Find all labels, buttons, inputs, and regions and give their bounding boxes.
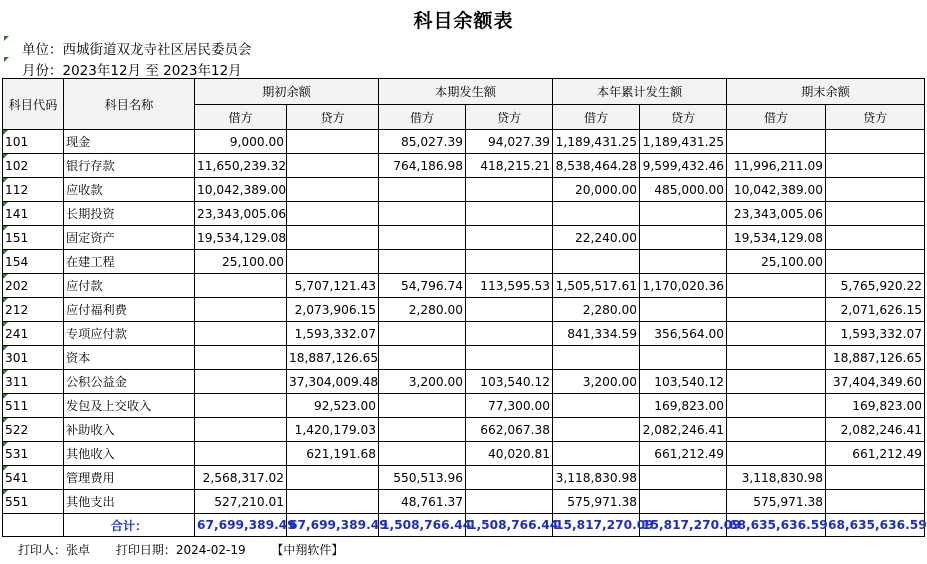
cell-ytd-debit: 3,118,830.98 — [553, 466, 640, 490]
cell-name: 补助收入 — [64, 418, 195, 442]
total-opening-credit: 67,699,389.49 — [287, 514, 379, 537]
table-row — [3, 250, 925, 274]
cell-opening-credit — [287, 466, 379, 490]
header-debit: 借方 — [727, 105, 826, 130]
header-credit: 贷方 — [287, 105, 379, 130]
header-debit: 借方 — [195, 105, 287, 130]
cell-period-credit: 77,300.00 — [466, 394, 553, 418]
cell-ytd-credit — [640, 490, 727, 514]
marker-icon — [4, 57, 9, 62]
cell-ending-debit: 10,042,389.00 — [727, 178, 826, 202]
cell-opening-debit: 19,534,129.08 — [195, 226, 287, 250]
header-credit: 贷方 — [826, 105, 925, 130]
cell-ending-credit — [826, 226, 925, 250]
total-ending-credit: 68,635,636.59 — [826, 514, 925, 537]
cell-opening-credit — [287, 490, 379, 514]
table-row — [3, 226, 925, 250]
table-row — [3, 442, 925, 466]
total-row — [3, 514, 925, 537]
cell-ending-credit: 5,765,920.22 — [826, 274, 925, 298]
cell-period-credit — [466, 466, 553, 490]
table-row — [3, 370, 925, 394]
cell-ytd-debit: 20,000.00 — [553, 178, 640, 202]
marker-icon — [4, 36, 9, 41]
cell-code: 212 — [3, 298, 64, 322]
cell-ending-credit: 2,082,246.41 — [826, 418, 925, 442]
cell-opening-debit: 9,000.00 — [195, 130, 287, 154]
cell-ending-credit — [826, 250, 925, 274]
cell-opening-debit — [195, 418, 287, 442]
cell-ytd-credit — [640, 250, 727, 274]
cell-opening-credit — [287, 154, 379, 178]
cell-name: 公积公益金 — [64, 370, 195, 394]
cell-opening-credit: 1,420,179.03 — [287, 418, 379, 442]
cell-opening-debit: 527,210.01 — [195, 490, 287, 514]
cell-period-debit — [379, 322, 466, 346]
header-ending-balance: 期末余额 — [727, 79, 925, 105]
cell-name: 专项应付款 — [64, 322, 195, 346]
cell-period-credit — [466, 490, 553, 514]
print-date-label: 打印日期：2024-02-19 — [115, 543, 246, 557]
cell-ending-credit — [826, 130, 925, 154]
cell-opening-debit — [195, 394, 287, 418]
cell-period-debit: 3,200.00 — [379, 370, 466, 394]
cell-ytd-credit — [640, 226, 727, 250]
cell-ytd-credit: 1,189,431.25 — [640, 130, 727, 154]
cell-ending-credit: 661,212.49 — [826, 442, 925, 466]
cell-opening-debit — [195, 442, 287, 466]
cell-ytd-credit — [640, 298, 727, 322]
cell-period-credit: 418,215.21 — [466, 154, 553, 178]
cell-code: 101 — [3, 130, 64, 154]
table-row — [3, 178, 925, 202]
cell-ending-debit: 575,971.38 — [727, 490, 826, 514]
cell-code: 511 — [3, 394, 64, 418]
cell-ytd-debit: 22,240.00 — [553, 226, 640, 250]
cell-name: 其他支出 — [64, 490, 195, 514]
cell-period-credit — [466, 226, 553, 250]
cell-opening-credit — [287, 250, 379, 274]
cell-period-credit — [466, 346, 553, 370]
cell-opening-credit: 5,707,121.43 — [287, 274, 379, 298]
cell-opening-credit — [287, 130, 379, 154]
cell-ytd-credit: 485,000.00 — [640, 178, 727, 202]
cell-opening-debit: 11,650,239.32 — [195, 154, 287, 178]
cell-ytd-credit: 356,564.00 — [640, 322, 727, 346]
cell-period-credit — [466, 202, 553, 226]
header-year-to-date: 本年累计发生额 — [553, 79, 727, 105]
total-ytd-debit: 15,817,270.09 — [553, 514, 640, 537]
cell-code: 522 — [3, 418, 64, 442]
cell-ytd-credit: 103,540.12 — [640, 370, 727, 394]
cell-ending-debit — [727, 274, 826, 298]
cell-ytd-credit: 169,823.00 — [640, 394, 727, 418]
cell-period-credit — [466, 178, 553, 202]
cell-name: 其他收入 — [64, 442, 195, 466]
total-opening-debit: 67,699,389.49 — [195, 514, 287, 537]
cell-ending-credit: 18,887,126.65 — [826, 346, 925, 370]
cell-period-debit — [379, 394, 466, 418]
cell-period-credit: 40,020.81 — [466, 442, 553, 466]
table-row — [3, 274, 925, 298]
cell-name: 固定资产 — [64, 226, 195, 250]
cell-opening-credit: 37,304,009.48 — [287, 370, 379, 394]
cell-opening-debit: 25,100.00 — [195, 250, 287, 274]
cell-ytd-debit — [553, 250, 640, 274]
cell-opening-debit: 2,568,317.02 — [195, 466, 287, 490]
cell-ytd-debit — [553, 418, 640, 442]
table-row — [3, 130, 925, 154]
cell-period-credit — [466, 322, 553, 346]
cell-code: 241 — [3, 322, 64, 346]
cell-period-debit — [379, 178, 466, 202]
cell-name: 应付福利费 — [64, 298, 195, 322]
cell-ending-debit — [727, 322, 826, 346]
cell-code: 102 — [3, 154, 64, 178]
cell-opening-credit: 621,191.68 — [287, 442, 379, 466]
header-opening-balance: 期初余额 — [195, 79, 379, 105]
cell-ending-debit — [727, 394, 826, 418]
cell-ending-credit — [826, 178, 925, 202]
header-debit: 借方 — [379, 105, 466, 130]
table-row — [3, 490, 925, 514]
cell-name: 管理费用 — [64, 466, 195, 490]
cell-period-debit: 85,027.39 — [379, 130, 466, 154]
cell-code: 112 — [3, 178, 64, 202]
header-credit: 贷方 — [640, 105, 727, 130]
cell-ending-credit: 169,823.00 — [826, 394, 925, 418]
cell-opening-debit: 23,343,005.06 — [195, 202, 287, 226]
cell-period-debit — [379, 346, 466, 370]
cell-opening-credit: 1,593,332.07 — [287, 322, 379, 346]
cell-opening-debit — [195, 298, 287, 322]
header-credit: 贷方 — [466, 105, 553, 130]
cell-opening-debit: 10,042,389.00 — [195, 178, 287, 202]
cell-opening-credit: 18,887,126.65 — [287, 346, 379, 370]
cell-ending-debit — [727, 418, 826, 442]
cell-period-debit: 54,796.74 — [379, 274, 466, 298]
cell-code: 551 — [3, 490, 64, 514]
table-row — [3, 202, 925, 226]
cell-opening-credit — [287, 178, 379, 202]
cell-code: 202 — [3, 274, 64, 298]
cell-ytd-debit — [553, 442, 640, 466]
cell-ending-credit — [826, 466, 925, 490]
cell-ytd-credit — [640, 466, 727, 490]
cell-period-debit: 764,186.98 — [379, 154, 466, 178]
cell-period-credit — [466, 250, 553, 274]
table-row — [3, 466, 925, 490]
cell-opening-debit — [195, 322, 287, 346]
table-row — [3, 298, 925, 322]
cell-period-debit — [379, 202, 466, 226]
cell-ytd-debit — [553, 346, 640, 370]
cell-ending-debit: 25,100.00 — [727, 250, 826, 274]
cell-code: 151 — [3, 226, 64, 250]
cell-period-credit — [466, 298, 553, 322]
cell-opening-debit — [195, 370, 287, 394]
cell-ending-credit — [826, 202, 925, 226]
cell-ytd-debit — [553, 394, 640, 418]
cell-ending-credit: 1,593,332.07 — [826, 322, 925, 346]
cell-period-debit — [379, 226, 466, 250]
cell-ytd-credit: 1,170,020.36 — [640, 274, 727, 298]
cell-opening-credit — [287, 226, 379, 250]
cell-ending-debit — [727, 370, 826, 394]
cell-code: 141 — [3, 202, 64, 226]
cell-ytd-credit — [640, 346, 727, 370]
cell-code: 311 — [3, 370, 64, 394]
total-label: 合计： — [64, 514, 195, 537]
cell-opening-credit: 2,073,906.15 — [287, 298, 379, 322]
cell-opening-debit — [195, 274, 287, 298]
table-row — [3, 418, 925, 442]
cell-ytd-debit: 1,189,431.25 — [553, 130, 640, 154]
total-period-debit: 1,508,766.44 — [379, 514, 466, 537]
cell-ending-debit — [727, 130, 826, 154]
month-range-label: 月份：2023年12月 至 2023年12月 — [22, 63, 242, 79]
cell-ytd-debit: 1,505,517.61 — [553, 274, 640, 298]
cell-opening-credit: 92,523.00 — [287, 394, 379, 418]
cell-ytd-credit — [640, 202, 727, 226]
cell-name: 应付款 — [64, 274, 195, 298]
print-footer — [18, 541, 365, 558]
cell-ending-credit: 37,404,349.60 — [826, 370, 925, 394]
header-current-period: 本期发生额 — [379, 79, 553, 105]
cell-ending-debit: 23,343,005.06 — [727, 202, 826, 226]
cell-opening-credit — [287, 202, 379, 226]
cell-ending-credit — [826, 154, 925, 178]
cell-code — [3, 514, 64, 537]
cell-ending-debit — [727, 298, 826, 322]
cell-ytd-debit: 2,280.00 — [553, 298, 640, 322]
balance-table — [2, 78, 925, 537]
table-row — [3, 394, 925, 418]
cell-ytd-debit: 841,334.59 — [553, 322, 640, 346]
cell-period-debit — [379, 442, 466, 466]
software-label: 【中翔软件】 — [271, 543, 344, 557]
cell-code: 301 — [3, 346, 64, 370]
total-ending-debit: 68,635,636.59 — [727, 514, 826, 537]
cell-ytd-debit: 8,538,464.28 — [553, 154, 640, 178]
cell-name: 资本 — [64, 346, 195, 370]
cell-ending-debit: 11,996,211.09 — [727, 154, 826, 178]
cell-name: 长期投资 — [64, 202, 195, 226]
cell-ending-debit: 3,118,830.98 — [727, 466, 826, 490]
cell-ytd-credit: 2,082,246.41 — [640, 418, 727, 442]
cell-opening-debit — [195, 346, 287, 370]
report-title: 科目余额表 — [413, 10, 514, 32]
cell-period-credit: 113,595.53 — [466, 274, 553, 298]
cell-name: 银行存款 — [64, 154, 195, 178]
table-row — [3, 154, 925, 178]
cell-ending-debit: 19,534,129.08 — [727, 226, 826, 250]
cell-ending-credit: 2,071,626.15 — [826, 298, 925, 322]
cell-name: 发包及上交收入 — [64, 394, 195, 418]
header-code: 科目代码 — [3, 79, 64, 130]
cell-name: 在建工程 — [64, 250, 195, 274]
printer-label: 打印人：张卓 — [18, 543, 91, 557]
total-ytd-credit: 15,817,270.09 — [640, 514, 727, 537]
table-row — [3, 322, 925, 346]
cell-period-credit: 662,067.38 — [466, 418, 553, 442]
cell-code: 531 — [3, 442, 64, 466]
cell-ytd-debit: 575,971.38 — [553, 490, 640, 514]
cell-ending-debit — [727, 442, 826, 466]
cell-name: 现金 — [64, 130, 195, 154]
header-name: 科目名称 — [64, 79, 195, 130]
total-period-credit: 1,508,766.44 — [466, 514, 553, 537]
cell-ytd-credit: 661,212.49 — [640, 442, 727, 466]
cell-period-debit: 550,513.96 — [379, 466, 466, 490]
cell-ending-debit — [727, 346, 826, 370]
table-row — [3, 346, 925, 370]
cell-period-credit: 103,540.12 — [466, 370, 553, 394]
cell-ytd-debit — [553, 202, 640, 226]
header-debit: 借方 — [553, 105, 640, 130]
cell-ytd-debit: 3,200.00 — [553, 370, 640, 394]
cell-period-debit — [379, 250, 466, 274]
cell-name: 应收款 — [64, 178, 195, 202]
cell-period-debit: 2,280.00 — [379, 298, 466, 322]
cell-period-credit: 94,027.39 — [466, 130, 553, 154]
cell-period-debit: 48,761.37 — [379, 490, 466, 514]
cell-ytd-credit: 9,599,432.46 — [640, 154, 727, 178]
cell-code: 154 — [3, 250, 64, 274]
unit-label: 单位：西城街道双龙寺社区居民委员会 — [22, 42, 252, 58]
cell-ending-credit — [826, 490, 925, 514]
cell-period-debit — [379, 418, 466, 442]
cell-code: 541 — [3, 466, 64, 490]
